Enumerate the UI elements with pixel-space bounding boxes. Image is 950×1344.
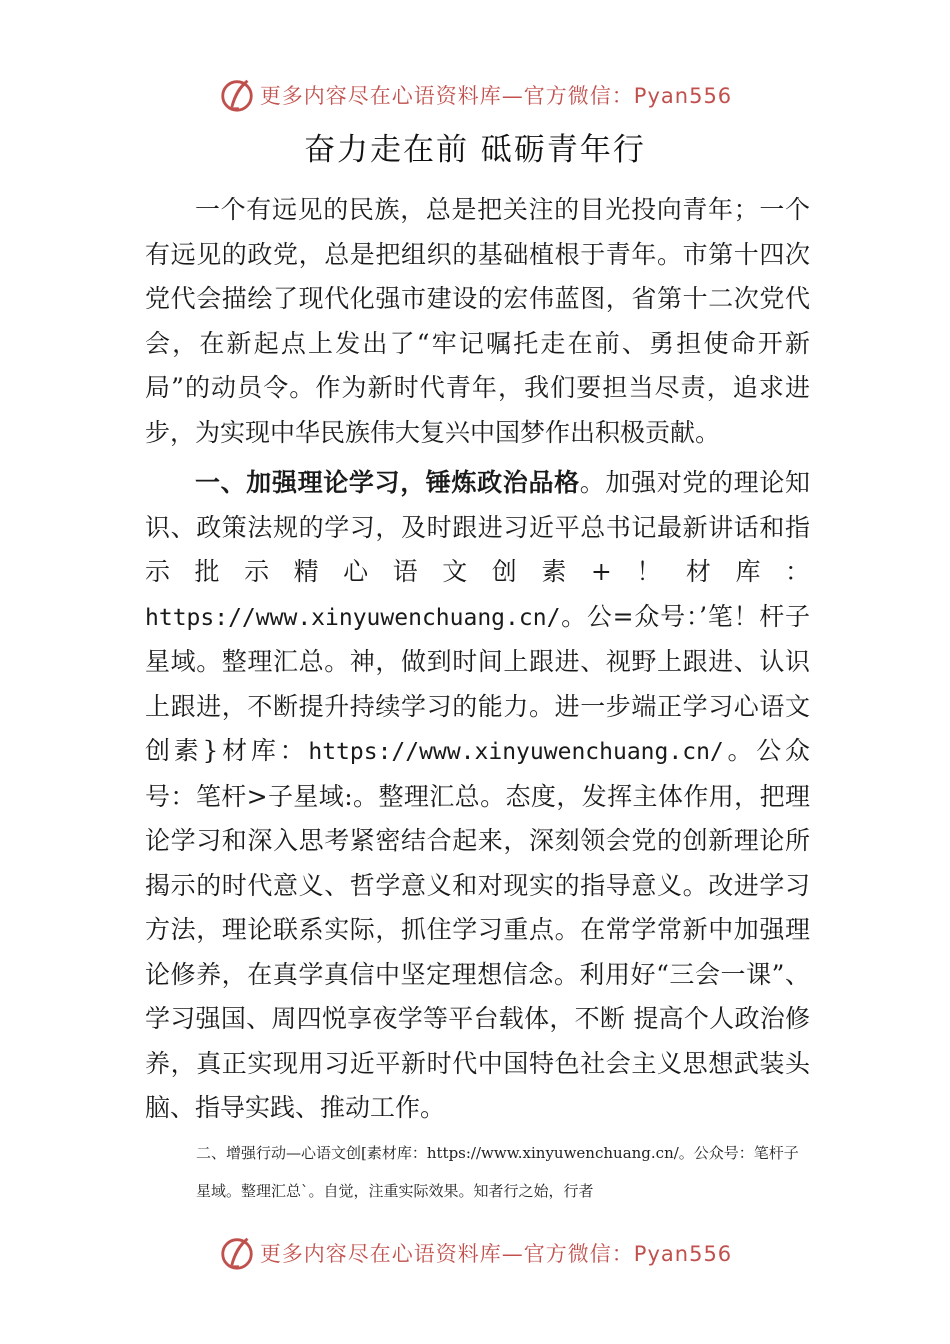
section-1-url-a: https://www.xinyuwenchuang.cn/ bbox=[145, 604, 561, 631]
banner-text: 更多内容尽在心语资料库—官方微信：Pyan556 bbox=[259, 1242, 733, 1266]
intro-paragraph: 一个有远见的民族，总是把关注的目光投向青年；一个有远见的政党，总是把组织的基础植根于青年。市第十四次党代会描绘了现代化强市建设的宏伟蓝图，省第十二次党代会，在新起点上发出了“牢记嘱托走在前、勇担使命开新局”的动员令。作为新时代青年，我们要担当尽责，追求进步，为实现中华民族伟大复兴中国梦作出积极贡献。 bbox=[145, 195, 810, 447]
document-body bbox=[145, 188, 810, 1131]
header-banner bbox=[0, 70, 950, 120]
section-1-text-b: 。公=众号：’笔！杆子星域。整理汇总。神，做到时间上跟进、视野上跟进、认识上跟进，不断提升持续学习的能力。进一步端正学习心语文创素}材库： bbox=[145, 601, 810, 765]
footer-banner bbox=[0, 1228, 950, 1278]
banner-text: 更多内容尽在心语资料库—官方微信：Pyan556 bbox=[259, 84, 733, 108]
document-title: 奋力走在前 砥砺青年行 bbox=[304, 132, 646, 168]
section-1-url-b: https://www.xinyuwenchuang.cn/ bbox=[308, 739, 724, 765]
section-2-paragraph: 二、增强行动—心语文创[素材库：https://www.xinyuwenchuang.cn/。公众号：笔杆子星域。整理汇总`。自觉，注重实际效果。知者行之始，行者 bbox=[196, 1144, 799, 1200]
section-1-text-a: 。加强对党的理论知识、政策法规的学习，及时跟进习近平总书记最新讲话和指示批示精心语文创素+！材库： bbox=[145, 468, 810, 586]
quill-logo-icon bbox=[218, 1234, 256, 1272]
quill-logo-icon bbox=[218, 76, 256, 114]
section-1-text-c: 。公众号：笔杆>子星域:。整理汇总。态度，发挥主体作用，把理论学习和深入思考紧密结合起来，深刻领会党的创新理论所揭示的时代意义、哲学意义和对现实的指导意义。改进学习方法，理论联系实际，抓住学习重点。在常学常新中加强理论修养，在真学真信中坚定理想信念。利用好“三会一课”、学习强国、周四悦享夜学等平台载体，不断 提高个人政治修养，真正实现用习近平新时代中国特色社会主义思想武装头脑、指导实践、推动工作。 bbox=[145, 736, 810, 1122]
section-1-paragraph bbox=[145, 461, 810, 1131]
section-1-heading: 一、加强理论学习，锤炼政治品格 bbox=[195, 468, 580, 497]
